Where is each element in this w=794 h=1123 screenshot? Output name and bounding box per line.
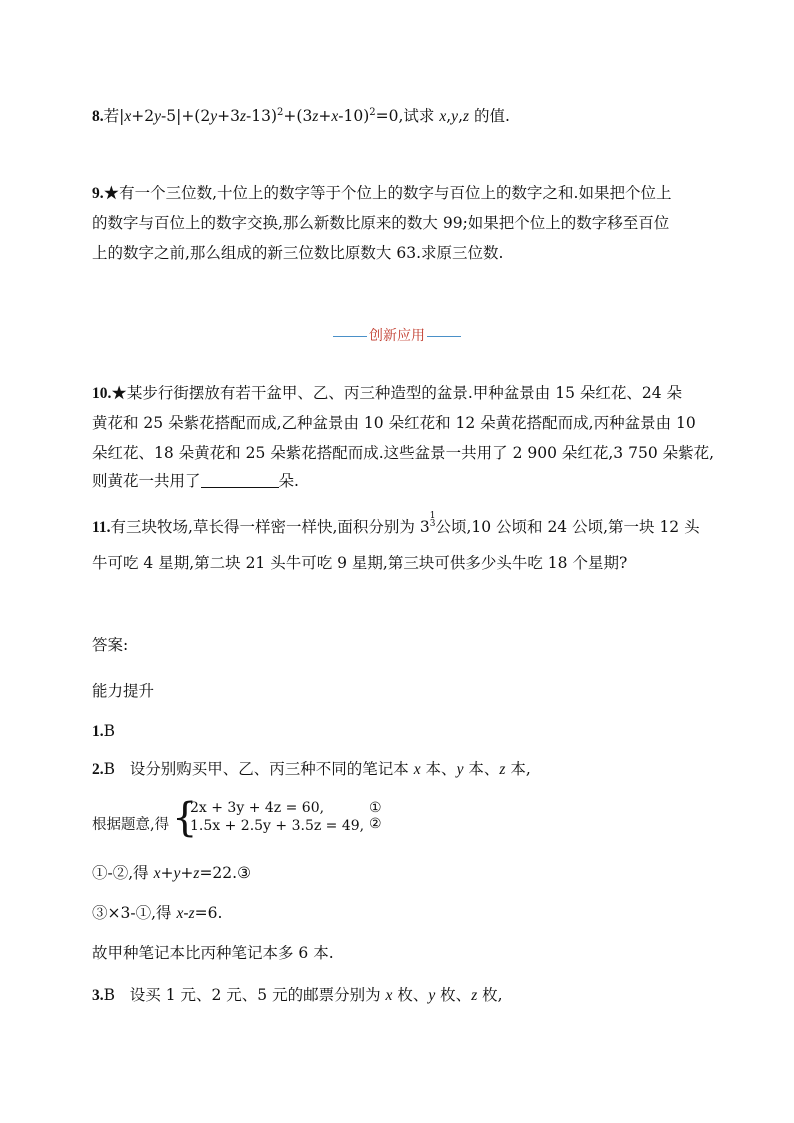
answers-heading: 答案: [92,636,129,654]
answer-1-number: 1. [92,723,104,740]
problem-10-line-4-text: 则黄花一共用了 [92,472,201,490]
problem-11-text-b: 公顷,10 公顷和 24 公顷,第一块 12 头 [435,518,700,536]
equation-1-tag: ① [369,800,382,816]
heading-right-rule [427,336,461,337]
mixed-fraction: 1 3 [429,511,436,529]
section-title: 创新应用 [369,328,425,344]
answer-blank[interactable] [201,471,279,488]
answer-2-setup: 设分别购买甲、乙、丙三种不同的笔记本 x 本、y 本、z 本, [129,760,531,778]
problem-9-line-2: 的数字与百位上的数字交换,那么新数比原来的数大 99;如果把个位上的数字移至百位 [92,214,670,232]
problem-9-text: ★有一个三位数,十位上的数字等于个位上的数字与百位上的数字之和.如果把个位上 [103,184,672,202]
answer-2-step-1: ①-②,得 x+y+z=22.③ [92,864,251,882]
problem-8-number: 8. [92,108,104,126]
answer-2-line-1 [92,752,704,787]
answer-2-choice: B [103,760,116,778]
equation-1: 2x + 3y + 4z = 60, [190,800,325,816]
step-1-prefix: ①-②,得 [92,864,149,882]
answer-3-line-1 [92,978,704,1013]
section-heading [0,325,794,345]
answer-3-number: 3. [92,987,104,1004]
left-brace: { [172,795,198,841]
answer-2-number: 2. [92,761,104,778]
step-2-prefix: ③×3-①,得 [92,904,172,922]
problem-8-text: 若$|x+2y-5|+(2y+3z-13)^2+(3z+x-10)^2=0$,试求 x,y,z 的值. [103,107,510,126]
problem-10-number: 10. [92,385,112,402]
heading-left-rule [333,336,367,337]
equation-2: 1.5x + 2.5y + 3.5z = 49, [190,818,365,834]
answer-1 [92,714,704,749]
problem-10-line-3: 朵红花、18 朵黄花和 25 朵紫花搭配而成.这些盆景一共用了 2 900 朵红花,3 750 朵紫花, [92,444,715,462]
system-label: 根据题意,得 [92,817,170,833]
problem-10-line-4 [92,464,704,498]
problem-9-line-3: 上的数字之前,那么组成的新三位数比原数大 63.求原三位数. [92,244,504,262]
equation-2-tag: ② [369,816,382,832]
problem-10-text: ★某步行街摆放有若干盆甲、乙、丙三种造型的盆景.甲种盆景由 15 朵红花、24 朵 [111,384,683,402]
subsection-heading: 能力提升 [92,682,155,700]
problem-11-number: 11. [92,519,111,536]
problem-8 [92,96,704,134]
problem-11-line-1: 11.有三块牧场,草长得一样密一样快,面积分别为 31 3公顷,10 公顷和 24 公顷,第一块 12 头 [92,511,700,536]
problem-9-number: 9. [92,185,104,202]
answer-1-choice: B [103,722,116,740]
problem-11-text-a: 有三块牧场,草长得一样密一样快,面积分别为 [110,518,420,536]
problem-10-unit: 朵. [278,472,299,490]
problem-11-line-2: 牛可吃 4 星期,第二块 21 头牛可吃 9 星期,第三块可供多少头牛吃 18 个星期? [92,554,628,572]
problem-10-line-2: 黄花和 25 朵紫花搭配而成,乙种盆景由 10 朵红花和 12 朵黄花搭配而成,丙种盆景由 10 [92,414,696,432]
answer-2-step-2: ③×3-①,得 x-z=6. [92,904,223,922]
answer-3-setup: 设买 1 元、2 元、5 元的邮票分别为 x 枚、y 枚、z 枚, [129,986,503,1004]
answer-3-choice: B [103,986,116,1004]
answer-2-conclusion: 故甲种笔记本比丙种笔记本多 6 本. [92,944,334,962]
